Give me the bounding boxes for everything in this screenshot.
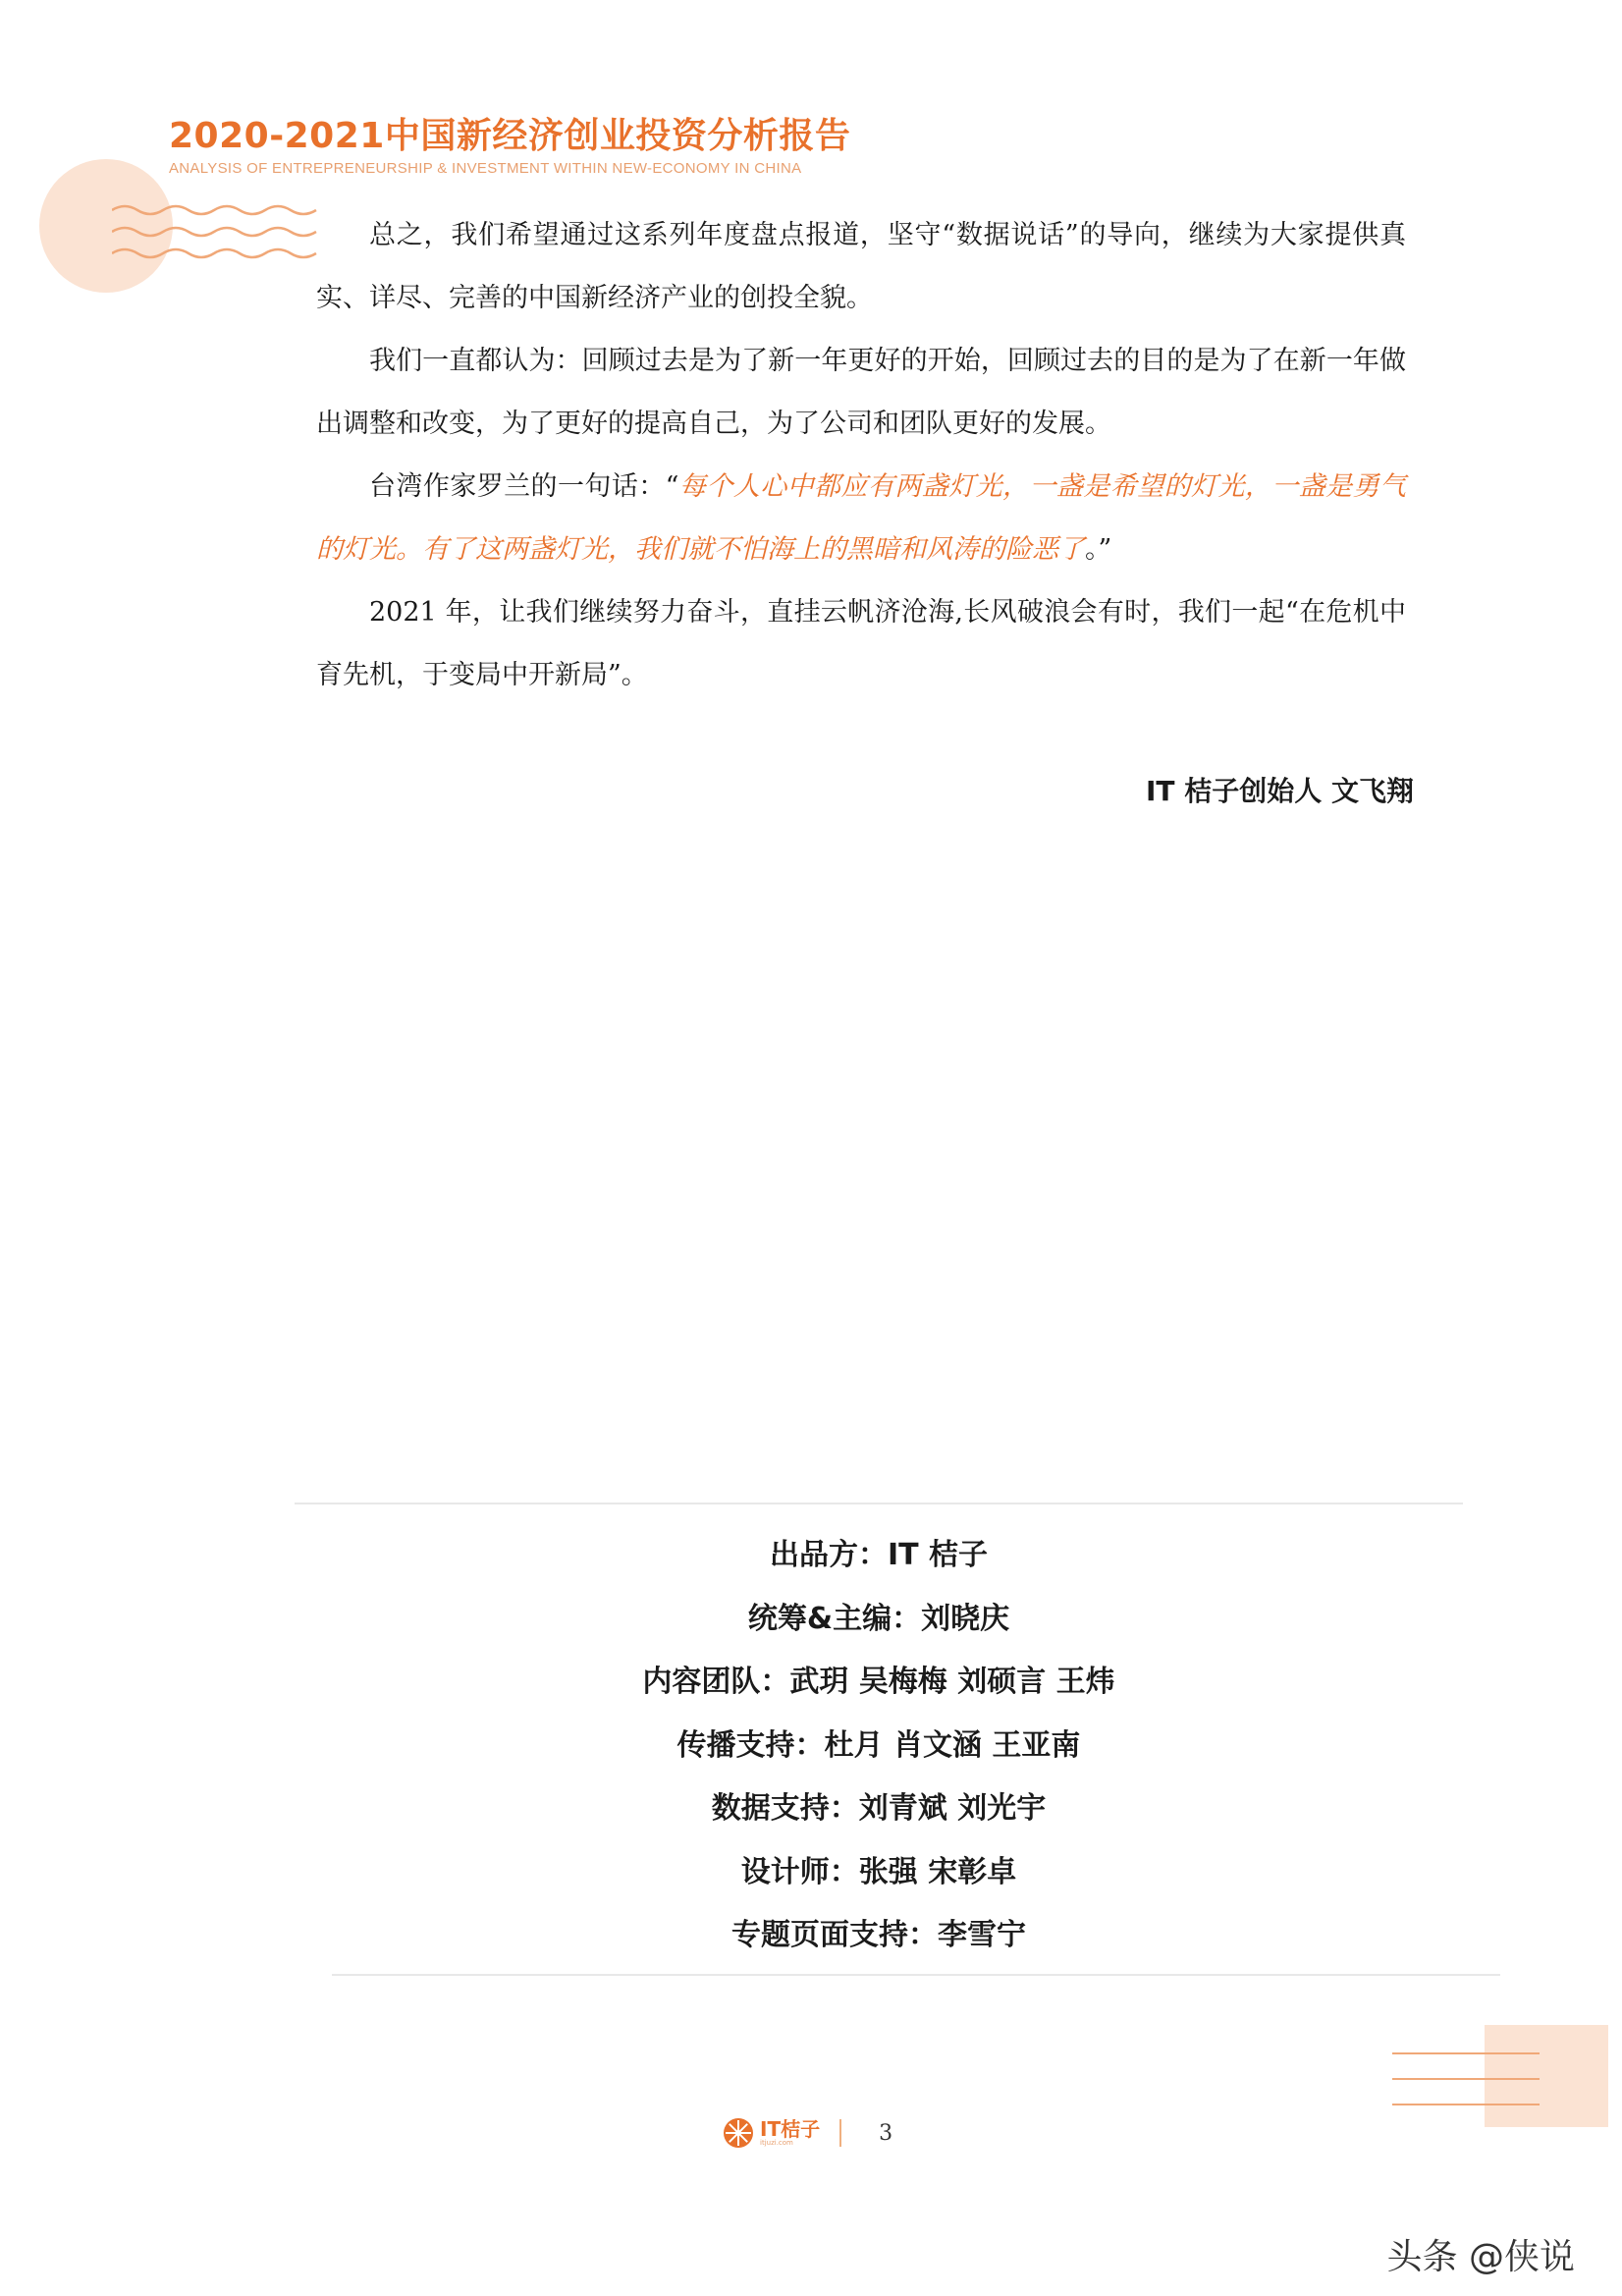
report-title: 2020-2021中国新经济创业投资分析报告 [169, 116, 851, 156]
credit-designer: 设计师：张强 宋彰卓 [740, 1854, 1017, 1889]
credit-content-team: 内容团队：武玥 吴梅梅 刘硕言 王炜 [642, 1665, 1115, 1699]
quote-lead: 台湾作家罗兰的一句话：“ [369, 471, 679, 502]
orange-slice-logo-icon [723, 2117, 754, 2149]
logo-text: IT桔子 [760, 2117, 821, 2141]
credit-data-support: 数据支持：刘青斌 刘光宇 [711, 1791, 1047, 1826]
credits-top-divider [295, 1503, 1463, 1504]
credit-editor: 统筹&主编：刘晓庆 [747, 1601, 1010, 1636]
credit-web-support: 专题页面支持：李雪宁 [731, 1918, 1026, 1952]
signature: IT 桔子创始人 文飞翔 [1145, 775, 1414, 807]
horizontal-lines-decoration [1392, 2050, 1541, 2109]
paragraph-review: 我们一直都认为：回顾过去是为了新一年更好的开始，回顾过去的目的是为了在新一年做出调整和改变，为了更好的提高自己，为了公司和团队更好的发展。 [316, 346, 1406, 439]
credits-block [295, 1524, 1463, 1968]
logo-url: itjuzi.com [760, 2139, 793, 2147]
letter-body [316, 204, 1406, 707]
paragraph-summary: 总之，我们希望通过这系列年度盘点报道，坚守“数据说话”的导向，继续为大家提供真实、详尽、完善的中国新经济产业的创投全貌。 [316, 220, 1406, 313]
quote-text: 每个人心中都应有两盏灯光，一盏是希望的灯光，一盏是勇气的灯光。有了这两盏灯光，我们就不怕海上的黑暗和风涛的险恶了 [316, 471, 1407, 565]
report-header [169, 108, 850, 177]
wave-lines-decoration [112, 202, 318, 261]
credit-publisher: 出品方：IT 桔子 [769, 1538, 989, 1572]
paragraph-outlook: 2021 年，让我们继续努力奋斗，直挂云帆济沧海,长风破浪会有时，我们一起“在危机中育先机，于变局中开新局”。 [316, 597, 1406, 690]
watermark: 头条 @侠说 [1386, 2237, 1575, 2277]
credits-bottom-divider [332, 1974, 1500, 1976]
report-subtitle: ANALYSIS OF ENTREPRENEURSHIP & INVESTMENT WITHIN NEW-ECONOMY IN CHINA [169, 160, 802, 177]
page-footer [723, 2117, 892, 2149]
quote-tail: 。” [1085, 534, 1112, 565]
page-number: 3 [879, 2120, 893, 2146]
logo-wordmark [754, 2119, 820, 2147]
paragraph-quote [316, 456, 1406, 581]
footer-separator [839, 2119, 841, 2147]
credit-communication: 传播支持：杜月 肖文涵 王亚南 [676, 1727, 1081, 1763]
